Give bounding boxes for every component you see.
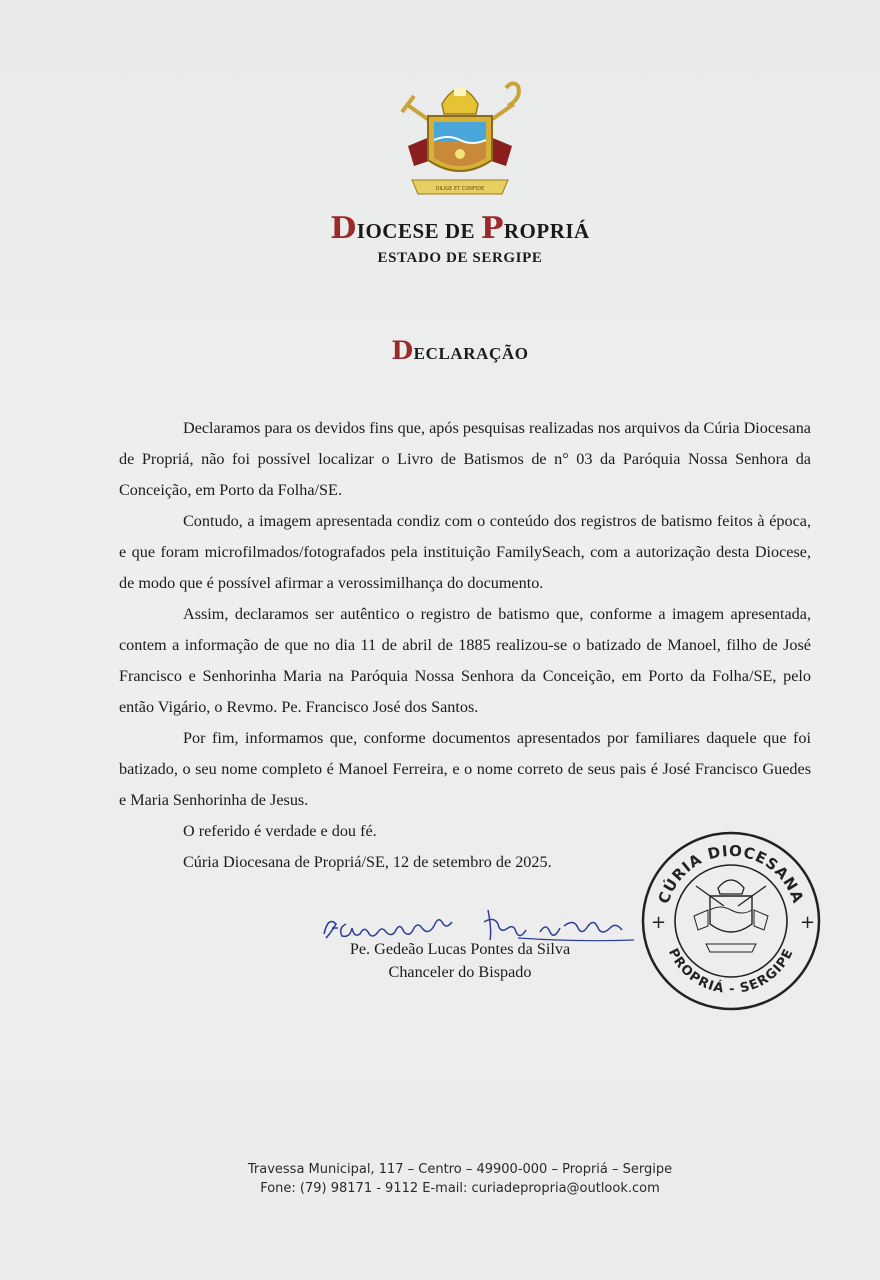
diocese-heading-initial-p: P <box>480 211 504 246</box>
diocese-heading <box>0 211 880 246</box>
paragraph-1: Declaramos para os devidos fins que, após pesquisas realizadas nos arquivos da Cúria Diocesana de Propriá, não foi possível localizar o Livro de Batismos de n° 03 da Paróquia Nossa Senhora da Conceição, em Porto da Folha/SE. <box>119 419 811 499</box>
signatory-block <box>300 938 620 984</box>
paragraph-2: Contudo, a imagem apresentada condiz com o conteúdo dos registros de batismo feitos à época, e que foram microfilmados/fotografados pela instituição FamilySeach, com a autorização desta Diocese, de modo que é possível afirmar a verossimilhança do documento. <box>119 512 811 592</box>
svg-text:+: + <box>651 912 667 933</box>
diocese-crest-logo <box>392 74 528 204</box>
state-subheading: ESTADO DE SERGIPE <box>377 250 543 266</box>
signatory-name: Pe. Gedeão Lucas Pontes da Silva <box>349 940 571 958</box>
diocese-heading-end: ROPRIÁ <box>503 219 590 243</box>
diocese-heading-initial-d: D <box>330 211 357 246</box>
title-rest: ECLARAÇÃO <box>413 344 529 363</box>
paragraph-5: O referido é verdade e dou fé. <box>183 822 377 840</box>
svg-text:+: + <box>800 912 816 933</box>
diocese-heading-part: IOCESE DE <box>356 219 481 243</box>
footer-phone-email: Fone: (79) 98171 - 9112 E-mail: curiadepropria@outlook.com <box>260 1181 660 1196</box>
date-line: Cúria Diocesana de Propriá/SE, 12 de setembro de 2025. <box>183 853 552 871</box>
title-initial: D <box>391 336 414 365</box>
declaration-body <box>119 413 811 878</box>
signatory-role: Chanceler do Bispado <box>388 963 532 981</box>
official-seal-stamp <box>636 826 826 1016</box>
svg-text:DILIGE ET CONFIDE: DILIGE ET CONFIDE <box>435 186 485 192</box>
document-title <box>0 336 880 365</box>
svg-text:CÚRIA DIOCESANA: CÚRIA DIOCESANA <box>654 841 808 906</box>
svg-text:PROPRIÁ - SERGIPE: PROPRIÁ - SERGIPE <box>665 946 797 998</box>
paragraph-4: Por fim, informamos que, conforme documentos apresentados por familiares daquele que foi batizado, o seu nome completo é Manoel Ferreira, e o nome correto de seus pais é José Francisco Guedes e Maria Senhorinha de Jesus. <box>119 729 811 809</box>
footer-contact <box>0 1160 880 1198</box>
paragraph-3: Assim, declaramos ser autêntico o registro de batismo que, conforme a imagem apresentada, contem a informação de que no dia 11 de abril de 1885 realizou-se o batizado de Manoel, filho de José Francisco e Senhorinha Maria na Paróquia Nossa Senhora da Conceição, em Porto da Folha/SE, pelo então Vigário, o Revmo. Pe. Francisco José dos Santos. <box>119 605 811 716</box>
footer-address: Travessa Municipal, 117 – Centro – 49900-000 – Propriá – Sergipe <box>247 1162 673 1177</box>
